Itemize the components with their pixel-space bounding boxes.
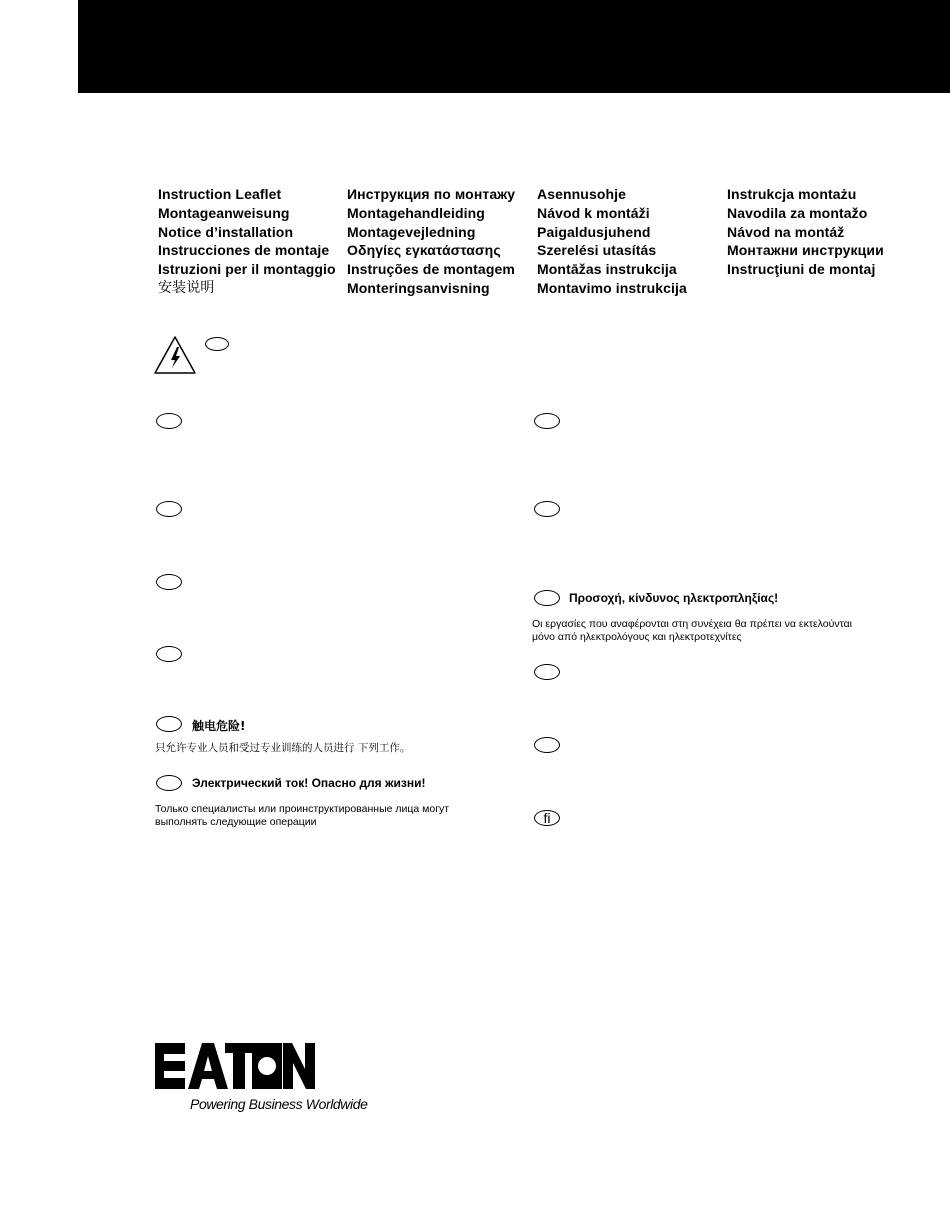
title-nl: Montagehandleiding [347,204,485,221]
title-ru: Инструкция по монтажу [347,186,516,202]
title-column-4 [727,185,884,279]
language-oval-ru [156,775,182,791]
language-oval-sv [534,737,560,753]
title-pt: Instruções de montagem [347,261,515,278]
title-hu: Szerelési utasítás [537,242,657,259]
language-oval-nl [534,413,560,429]
language-oval-da [534,501,560,517]
language-oval-zh [156,716,182,732]
language-oval-el [534,590,560,606]
warning-heading-ru: Электрический ток! Опасно для жизни! [192,776,426,790]
language-oval-it [156,646,182,662]
title-da: Montagevejledning [347,223,476,240]
title-lt: Montavimo instrukcija [537,279,687,296]
title-fi: Asennusohje [537,186,627,202]
header-bar [78,0,950,93]
title-cs: Návod k montáži [537,204,650,221]
eaton-logo [155,1043,315,1089]
title-zh: 安装说明 [158,279,215,296]
warning-text-el-line1: Οι εργασίες που αναφέρονται στη συνέχεια θα πρέπει να εκτελούνται [532,618,852,630]
title-column-2 [347,185,515,298]
warning-heading-zh: 触电危险! [192,719,246,733]
title-sv: Monteringsanvisning [347,279,490,296]
language-oval-fr [156,501,182,517]
language-oval-fi: fi [534,810,560,826]
high-voltage-warning-icon [153,335,197,375]
title-el: Οδηγίες εγκατάστασης [347,242,501,259]
title-fr: Notice d’installation [158,223,294,240]
warning-text-el-line2: μόνο από ηλεκτρολόγους και ηλεκτροτεχνίτες [532,631,742,643]
warning-text-zh: 只允许专业人员和受过专业训练的人员进行 下列工作。 [155,742,411,754]
brand-tagline: Powering Business Worldwide [190,1096,368,1112]
title-en: Instruction Leaflet [158,186,282,202]
title-it: Istruzioni per il montaggio [158,261,336,278]
title-bg: Монтажни инструкции [727,242,884,259]
warning-heading-el: Προσοχή, κίνδυνος ηλεκτροπληξίας! [569,591,779,605]
title-de: Montageanweisung [158,204,290,221]
title-et: Paigaldusjuhend [537,223,651,240]
title-lv: Montāžas instrukcija [537,261,677,278]
language-oval-pt [534,664,560,680]
language-oval-en [205,337,229,351]
language-oval-de [156,413,182,429]
title-sl: Navodila za montažo [727,204,868,221]
title-pl: Instrukcja montażu [727,186,857,202]
title-ro: Instrucţiuni de montaj [727,261,876,278]
title-column-3 [537,185,687,298]
warning-text-ru-line1: Только специалисты или проинструктированные лица могут [155,803,450,815]
title-sk: Návod na montáž [727,223,845,240]
warning-text-ru-line2: выполнять следующие операции [155,816,317,828]
title-column-1 [158,185,336,298]
language-oval-es [156,574,182,590]
title-es: Instrucciones de montaje [158,242,330,259]
